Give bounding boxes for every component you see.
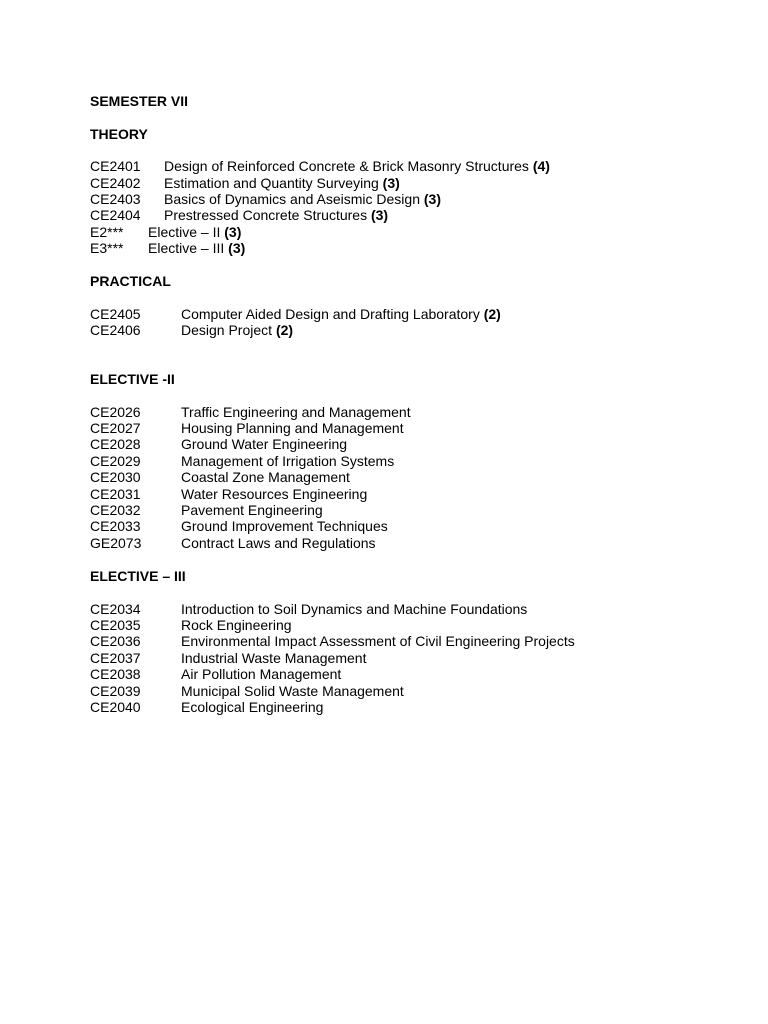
course-code: CE2033 xyxy=(90,518,141,534)
course-credits: (4) xyxy=(532,158,550,174)
course-code: CE2026 xyxy=(90,404,141,420)
course-title: Computer Aided Design and Drafting Laboratory (2) xyxy=(181,306,501,322)
elective-iii-heading: ELECTIVE – III xyxy=(90,568,186,584)
course-credits: (3) xyxy=(370,207,389,223)
semester-heading: SEMESTER VII xyxy=(90,93,189,109)
course-code: E2*** xyxy=(90,224,124,240)
course-title: Rock Engineering xyxy=(181,617,292,633)
course-title: Air Pollution Management xyxy=(181,666,342,682)
course-code: CE2401 xyxy=(90,158,141,174)
course-code: CE2035 xyxy=(90,617,141,633)
course-code: CE2027 xyxy=(90,420,141,436)
course-title: Ground Improvement Techniques xyxy=(181,518,388,534)
course-title: Ecological Engineering xyxy=(181,699,324,715)
course-title: Environmental Impact Assessment of Civil Engineering Projects xyxy=(181,633,575,649)
course-code: CE2029 xyxy=(90,453,141,469)
course-title: Introduction to Soil Dynamics and Machine Foundations xyxy=(181,601,528,617)
theory-heading: THEORY xyxy=(90,126,148,142)
course-code: CE2405 xyxy=(90,306,141,322)
course-title: Pavement Engineering xyxy=(181,502,323,518)
course-credits: (2) xyxy=(275,322,294,338)
course-code: CE2040 xyxy=(90,699,141,715)
course-code: CE2406 xyxy=(90,322,141,338)
course-code: CE2037 xyxy=(90,650,141,666)
course-title: Water Resources Engineering xyxy=(181,486,368,502)
course-code: CE2032 xyxy=(90,502,141,518)
course-credits: (3) xyxy=(228,240,246,256)
course-title: Coastal Zone Management xyxy=(181,469,350,485)
course-code: CE2034 xyxy=(90,601,141,617)
course-credits: (3) xyxy=(224,224,242,240)
course-title: Design of Reinforced Concrete & Brick Masonry Structures (4) xyxy=(164,158,550,174)
course-title: Elective – III (3) xyxy=(148,240,246,256)
practical-heading: PRACTICAL xyxy=(90,273,171,289)
course-code: GE2073 xyxy=(90,535,142,551)
course-code: CE2038 xyxy=(90,666,141,682)
course-title: Industrial Waste Management xyxy=(181,650,367,666)
course-title: Traffic Engineering and Management xyxy=(181,404,411,420)
course-code: CE2030 xyxy=(90,469,141,485)
course-code: CE2404 xyxy=(90,207,141,223)
course-title: Elective – II (3) xyxy=(148,224,242,240)
course-title: Ground Water Engineering xyxy=(181,436,348,452)
course-title: Basics of Dynamics and Aseismic Design (3) xyxy=(164,191,442,207)
course-code: CE2039 xyxy=(90,683,141,699)
course-title: Contract Laws and Regulations xyxy=(181,535,376,551)
course-title: Prestressed Concrete Structures (3) xyxy=(164,207,389,223)
course-credits: (3) xyxy=(382,175,400,191)
course-title: Estimation and Quantity Surveying (3) xyxy=(164,175,400,191)
course-code: E3*** xyxy=(90,240,124,256)
course-title: Management of Irrigation Systems xyxy=(181,453,395,469)
course-title: Municipal Solid Waste Management xyxy=(181,683,404,699)
course-credits: (3) xyxy=(423,191,442,207)
course-code: CE2031 xyxy=(90,486,141,502)
course-code: CE2402 xyxy=(90,175,141,191)
course-code: CE2036 xyxy=(90,633,141,649)
course-code: CE2403 xyxy=(90,191,141,207)
course-credits: (2) xyxy=(483,306,501,322)
course-title: Housing Planning and Management xyxy=(181,420,404,436)
course-code: CE2028 xyxy=(90,436,141,452)
course-title: Design Project (2) xyxy=(181,322,294,338)
elective-ii-heading: ELECTIVE -II xyxy=(90,371,175,387)
